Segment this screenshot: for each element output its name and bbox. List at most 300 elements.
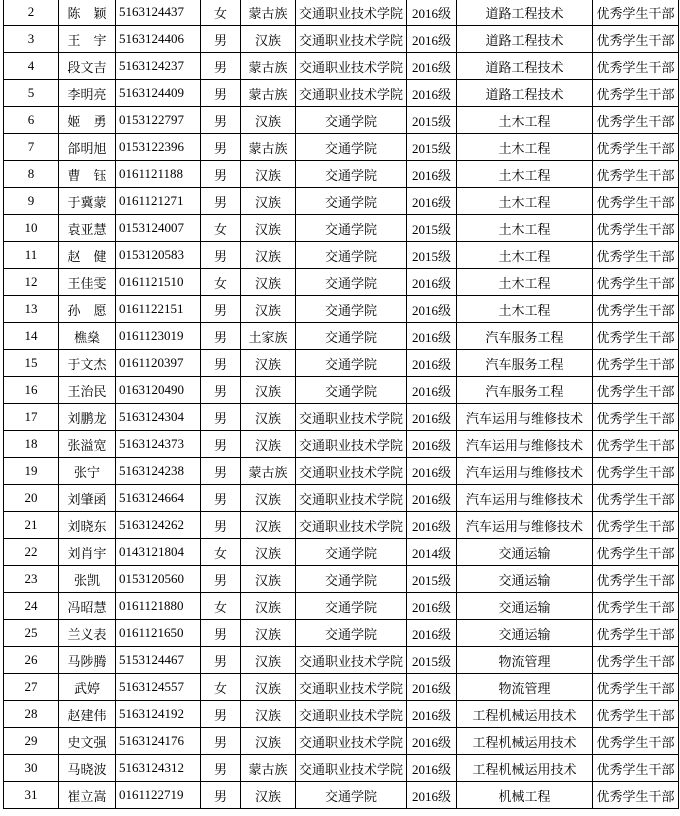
cell-student-id: 0161121188 bbox=[116, 161, 201, 188]
cell-award: 优秀学生干部 bbox=[593, 80, 679, 107]
cell-student-id: 0161122719 bbox=[116, 782, 201, 809]
cell-ethnicity: 汉族 bbox=[241, 377, 296, 404]
cell-row-number: 29 bbox=[4, 728, 59, 755]
cell-major: 交通运输 bbox=[457, 620, 593, 647]
cell-ethnicity: 汉族 bbox=[241, 269, 296, 296]
cell-gender: 男 bbox=[201, 566, 241, 593]
table-row bbox=[4, 269, 679, 296]
cell-student-name: 史文强 bbox=[59, 728, 116, 755]
cell-student-id: 0161121880 bbox=[116, 593, 201, 620]
cell-ethnicity: 汉族 bbox=[241, 782, 296, 809]
table-row bbox=[4, 323, 679, 350]
cell-grade: 2016级 bbox=[407, 161, 457, 188]
cell-gender: 女 bbox=[201, 539, 241, 566]
cell-gender: 男 bbox=[201, 404, 241, 431]
cell-major: 物流管理 bbox=[457, 647, 593, 674]
cell-ethnicity: 汉族 bbox=[241, 107, 296, 134]
table-row bbox=[4, 350, 679, 377]
cell-college: 交通职业技术学院 bbox=[296, 701, 407, 728]
cell-student-id: 5163124406 bbox=[116, 26, 201, 53]
cell-award: 优秀学生干部 bbox=[593, 620, 679, 647]
cell-gender: 男 bbox=[201, 188, 241, 215]
cell-college: 交通职业技术学院 bbox=[296, 53, 407, 80]
cell-student-name: 郃明旭 bbox=[59, 134, 116, 161]
cell-student-name: 王治民 bbox=[59, 377, 116, 404]
cell-student-name: 崔立嵩 bbox=[59, 782, 116, 809]
cell-award: 优秀学生干部 bbox=[593, 404, 679, 431]
cell-major: 工程机械运用技术 bbox=[457, 755, 593, 782]
cell-award: 优秀学生干部 bbox=[593, 269, 679, 296]
cell-grade: 2016级 bbox=[407, 593, 457, 620]
cell-row-number: 5 bbox=[4, 80, 59, 107]
cell-student-name: 张宁 bbox=[59, 458, 116, 485]
cell-student-id: 0143121804 bbox=[116, 539, 201, 566]
cell-gender: 女 bbox=[201, 0, 241, 26]
cell-ethnicity: 汉族 bbox=[241, 539, 296, 566]
cell-gender: 男 bbox=[201, 134, 241, 161]
cell-major: 汽车服务工程 bbox=[457, 323, 593, 350]
cell-college: 交通学院 bbox=[296, 107, 407, 134]
cell-college: 交通职业技术学院 bbox=[296, 512, 407, 539]
cell-college: 交通职业技术学院 bbox=[296, 26, 407, 53]
cell-award: 优秀学生干部 bbox=[593, 674, 679, 701]
cell-student-name: 张凯 bbox=[59, 566, 116, 593]
cell-major: 交通运输 bbox=[457, 539, 593, 566]
cell-major: 土木工程 bbox=[457, 161, 593, 188]
table-row bbox=[4, 593, 679, 620]
cell-ethnicity: 蒙古族 bbox=[241, 458, 296, 485]
cell-major: 汽车运用与维修技术 bbox=[457, 458, 593, 485]
cell-ethnicity: 汉族 bbox=[241, 404, 296, 431]
table-row bbox=[4, 728, 679, 755]
cell-major: 物流管理 bbox=[457, 674, 593, 701]
cell-award: 优秀学生干部 bbox=[593, 485, 679, 512]
cell-row-number: 13 bbox=[4, 296, 59, 323]
cell-ethnicity: 汉族 bbox=[241, 431, 296, 458]
cell-grade: 2016级 bbox=[407, 377, 457, 404]
cell-ethnicity: 汉族 bbox=[241, 593, 296, 620]
table-row bbox=[4, 431, 679, 458]
cell-student-name: 刘肇函 bbox=[59, 485, 116, 512]
cell-award: 优秀学生干部 bbox=[593, 566, 679, 593]
table-row bbox=[4, 701, 679, 728]
cell-award: 优秀学生干部 bbox=[593, 539, 679, 566]
cell-major: 机械工程 bbox=[457, 782, 593, 809]
cell-student-id: 0161120397 bbox=[116, 350, 201, 377]
cell-gender: 男 bbox=[201, 782, 241, 809]
cell-major: 道路工程技术 bbox=[457, 0, 593, 26]
cell-row-number: 19 bbox=[4, 458, 59, 485]
cell-student-name: 于文杰 bbox=[59, 350, 116, 377]
cell-grade: 2016级 bbox=[407, 53, 457, 80]
cell-ethnicity: 汉族 bbox=[241, 728, 296, 755]
cell-student-id: 0161123019 bbox=[116, 323, 201, 350]
cell-gender: 男 bbox=[201, 701, 241, 728]
cell-college: 交通职业技术学院 bbox=[296, 0, 407, 26]
cell-grade: 2015级 bbox=[407, 566, 457, 593]
cell-row-number: 7 bbox=[4, 134, 59, 161]
cell-college: 交通职业技术学院 bbox=[296, 404, 407, 431]
cell-student-name: 马陟腾 bbox=[59, 647, 116, 674]
cell-major: 土木工程 bbox=[457, 107, 593, 134]
cell-ethnicity: 蒙古族 bbox=[241, 755, 296, 782]
cell-major: 交通运输 bbox=[457, 593, 593, 620]
cell-award: 优秀学生干部 bbox=[593, 188, 679, 215]
cell-college: 交通学院 bbox=[296, 377, 407, 404]
cell-ethnicity: 汉族 bbox=[241, 296, 296, 323]
cell-row-number: 30 bbox=[4, 755, 59, 782]
cell-gender: 男 bbox=[201, 647, 241, 674]
cell-grade: 2015级 bbox=[407, 242, 457, 269]
cell-student-name: 姬 勇 bbox=[59, 107, 116, 134]
cell-ethnicity: 汉族 bbox=[241, 26, 296, 53]
cell-college: 交通职业技术学院 bbox=[296, 431, 407, 458]
cell-gender: 男 bbox=[201, 107, 241, 134]
cell-row-number: 3 bbox=[4, 26, 59, 53]
cell-grade: 2016级 bbox=[407, 80, 457, 107]
table-row bbox=[4, 620, 679, 647]
cell-row-number: 21 bbox=[4, 512, 59, 539]
cell-row-number: 4 bbox=[4, 53, 59, 80]
cell-major: 汽车运用与维修技术 bbox=[457, 404, 593, 431]
table-row bbox=[4, 53, 679, 80]
table-row bbox=[4, 215, 679, 242]
cell-grade: 2016级 bbox=[407, 296, 457, 323]
cell-gender: 女 bbox=[201, 269, 241, 296]
cell-major: 土木工程 bbox=[457, 242, 593, 269]
cell-college: 交通学院 bbox=[296, 782, 407, 809]
cell-row-number: 20 bbox=[4, 485, 59, 512]
cell-grade: 2016级 bbox=[407, 620, 457, 647]
cell-college: 交通学院 bbox=[296, 242, 407, 269]
cell-student-id: 5163124664 bbox=[116, 485, 201, 512]
cell-ethnicity: 汉族 bbox=[241, 350, 296, 377]
cell-row-number: 16 bbox=[4, 377, 59, 404]
cell-gender: 男 bbox=[201, 485, 241, 512]
cell-award: 优秀学生干部 bbox=[593, 701, 679, 728]
cell-grade: 2016级 bbox=[407, 782, 457, 809]
cell-row-number: 8 bbox=[4, 161, 59, 188]
cell-student-id: 5163124262 bbox=[116, 512, 201, 539]
cell-major: 土木工程 bbox=[457, 134, 593, 161]
cell-college: 交通学院 bbox=[296, 161, 407, 188]
cell-ethnicity: 汉族 bbox=[241, 512, 296, 539]
cell-row-number: 14 bbox=[4, 323, 59, 350]
cell-major: 汽车运用与维修技术 bbox=[457, 485, 593, 512]
cell-award: 优秀学生干部 bbox=[593, 323, 679, 350]
cell-gender: 男 bbox=[201, 323, 241, 350]
cell-major: 汽车服务工程 bbox=[457, 377, 593, 404]
cell-row-number: 11 bbox=[4, 242, 59, 269]
table-row bbox=[4, 404, 679, 431]
cell-grade: 2016级 bbox=[407, 269, 457, 296]
cell-award: 优秀学生干部 bbox=[593, 377, 679, 404]
cell-college: 交通职业技术学院 bbox=[296, 755, 407, 782]
cell-college: 交通学院 bbox=[296, 323, 407, 350]
cell-award: 优秀学生干部 bbox=[593, 107, 679, 134]
cell-student-id: 5163124373 bbox=[116, 431, 201, 458]
cell-ethnicity: 土家族 bbox=[241, 323, 296, 350]
cell-award: 优秀学生干部 bbox=[593, 782, 679, 809]
cell-major: 土木工程 bbox=[457, 188, 593, 215]
cell-student-name: 樵燊 bbox=[59, 323, 116, 350]
cell-grade: 2015级 bbox=[407, 107, 457, 134]
cell-student-id: 0161122151 bbox=[116, 296, 201, 323]
cell-row-number: 10 bbox=[4, 215, 59, 242]
cell-grade: 2016级 bbox=[407, 485, 457, 512]
cell-student-name: 刘肖宇 bbox=[59, 539, 116, 566]
cell-college: 交通职业技术学院 bbox=[296, 728, 407, 755]
cell-row-number: 26 bbox=[4, 647, 59, 674]
cell-ethnicity: 汉族 bbox=[241, 701, 296, 728]
cell-major: 道路工程技术 bbox=[457, 80, 593, 107]
cell-award: 优秀学生干部 bbox=[593, 431, 679, 458]
table-row bbox=[4, 512, 679, 539]
cell-ethnicity: 汉族 bbox=[241, 485, 296, 512]
cell-college: 交通职业技术学院 bbox=[296, 647, 407, 674]
cell-student-name: 袁亚慧 bbox=[59, 215, 116, 242]
cell-grade: 2016级 bbox=[407, 431, 457, 458]
cell-gender: 男 bbox=[201, 26, 241, 53]
cell-row-number: 28 bbox=[4, 701, 59, 728]
cell-student-name: 孙 愿 bbox=[59, 296, 116, 323]
cell-major: 道路工程技术 bbox=[457, 26, 593, 53]
cell-row-number: 23 bbox=[4, 566, 59, 593]
table-row bbox=[4, 188, 679, 215]
cell-gender: 男 bbox=[201, 728, 241, 755]
cell-student-name: 马晓波 bbox=[59, 755, 116, 782]
cell-college: 交通学院 bbox=[296, 215, 407, 242]
cell-student-name: 王佳雯 bbox=[59, 269, 116, 296]
cell-college: 交通学院 bbox=[296, 593, 407, 620]
cell-ethnicity: 蒙古族 bbox=[241, 134, 296, 161]
cell-student-id: 5163124437 bbox=[116, 0, 201, 26]
cell-award: 优秀学生干部 bbox=[593, 134, 679, 161]
cell-ethnicity: 汉族 bbox=[241, 242, 296, 269]
cell-major: 汽车运用与维修技术 bbox=[457, 431, 593, 458]
cell-student-id: 5163124304 bbox=[116, 404, 201, 431]
cell-major: 道路工程技术 bbox=[457, 53, 593, 80]
cell-award: 优秀学生干部 bbox=[593, 0, 679, 26]
cell-grade: 2016级 bbox=[407, 323, 457, 350]
cell-gender: 男 bbox=[201, 458, 241, 485]
cell-award: 优秀学生干部 bbox=[593, 458, 679, 485]
cell-grade: 2016级 bbox=[407, 26, 457, 53]
cell-gender: 男 bbox=[201, 296, 241, 323]
cell-student-name: 李明亮 bbox=[59, 80, 116, 107]
cell-grade: 2016级 bbox=[407, 755, 457, 782]
cell-major: 土木工程 bbox=[457, 215, 593, 242]
cell-student-id: 5163124176 bbox=[116, 728, 201, 755]
cell-college: 交通学院 bbox=[296, 350, 407, 377]
cell-student-name: 刘晓东 bbox=[59, 512, 116, 539]
cell-gender: 男 bbox=[201, 53, 241, 80]
table-row bbox=[4, 134, 679, 161]
cell-award: 优秀学生干部 bbox=[593, 593, 679, 620]
cell-student-name: 张溢宽 bbox=[59, 431, 116, 458]
cell-grade: 2016级 bbox=[407, 458, 457, 485]
cell-award: 优秀学生干部 bbox=[593, 728, 679, 755]
cell-ethnicity: 汉族 bbox=[241, 215, 296, 242]
cell-student-name: 曹 钰 bbox=[59, 161, 116, 188]
cell-student-id: 5163124409 bbox=[116, 80, 201, 107]
cell-award: 优秀学生干部 bbox=[593, 161, 679, 188]
cell-student-id: 5163124192 bbox=[116, 701, 201, 728]
table-row bbox=[4, 539, 679, 566]
cell-college: 交通职业技术学院 bbox=[296, 458, 407, 485]
cell-college: 交通职业技术学院 bbox=[296, 80, 407, 107]
cell-row-number: 6 bbox=[4, 107, 59, 134]
cell-ethnicity: 汉族 bbox=[241, 188, 296, 215]
cell-student-name: 兰义表 bbox=[59, 620, 116, 647]
cell-student-id: 0153122797 bbox=[116, 107, 201, 134]
cell-gender: 男 bbox=[201, 350, 241, 377]
cell-ethnicity: 蒙古族 bbox=[241, 53, 296, 80]
cell-grade: 2016级 bbox=[407, 728, 457, 755]
cell-major: 交通运输 bbox=[457, 566, 593, 593]
cell-student-id: 0153120560 bbox=[116, 566, 201, 593]
cell-college: 交通学院 bbox=[296, 134, 407, 161]
table-row bbox=[4, 485, 679, 512]
cell-award: 优秀学生干部 bbox=[593, 647, 679, 674]
cell-gender: 女 bbox=[201, 593, 241, 620]
cell-ethnicity: 蒙古族 bbox=[241, 80, 296, 107]
cell-row-number: 31 bbox=[4, 782, 59, 809]
cell-gender: 女 bbox=[201, 674, 241, 701]
table-row bbox=[4, 566, 679, 593]
cell-ethnicity: 汉族 bbox=[241, 620, 296, 647]
cell-award: 优秀学生干部 bbox=[593, 296, 679, 323]
cell-grade: 2015级 bbox=[407, 215, 457, 242]
cell-student-id: 5163124238 bbox=[116, 458, 201, 485]
cell-major: 汽车服务工程 bbox=[457, 350, 593, 377]
cell-row-number: 27 bbox=[4, 674, 59, 701]
cell-gender: 男 bbox=[201, 512, 241, 539]
cell-college: 交通学院 bbox=[296, 296, 407, 323]
cell-student-name: 冯昭慧 bbox=[59, 593, 116, 620]
cell-ethnicity: 汉族 bbox=[241, 566, 296, 593]
cell-student-id: 5163124312 bbox=[116, 755, 201, 782]
cell-grade: 2016级 bbox=[407, 404, 457, 431]
cell-gender: 男 bbox=[201, 242, 241, 269]
cell-student-name: 段文吉 bbox=[59, 53, 116, 80]
cell-grade: 2015级 bbox=[407, 134, 457, 161]
cell-major: 工程机械运用技术 bbox=[457, 701, 593, 728]
cell-college: 交通学院 bbox=[296, 566, 407, 593]
cell-grade: 2016级 bbox=[407, 0, 457, 26]
table-row bbox=[4, 458, 679, 485]
table-row bbox=[4, 782, 679, 809]
table-row bbox=[4, 755, 679, 782]
cell-ethnicity: 汉族 bbox=[241, 647, 296, 674]
award-roster-table bbox=[3, 0, 679, 809]
cell-grade: 2016级 bbox=[407, 512, 457, 539]
cell-award: 优秀学生干部 bbox=[593, 53, 679, 80]
cell-student-name: 武婷 bbox=[59, 674, 116, 701]
cell-row-number: 25 bbox=[4, 620, 59, 647]
table-row bbox=[4, 107, 679, 134]
table-row bbox=[4, 242, 679, 269]
cell-major: 汽车运用与维修技术 bbox=[457, 512, 593, 539]
cell-gender: 男 bbox=[201, 755, 241, 782]
cell-college: 交通职业技术学院 bbox=[296, 485, 407, 512]
cell-student-name: 赵建伟 bbox=[59, 701, 116, 728]
cell-gender: 男 bbox=[201, 620, 241, 647]
cell-gender: 男 bbox=[201, 377, 241, 404]
table-row bbox=[4, 647, 679, 674]
cell-college: 交通学院 bbox=[296, 269, 407, 296]
cell-gender: 男 bbox=[201, 161, 241, 188]
cell-grade: 2016级 bbox=[407, 188, 457, 215]
cell-student-id: 0161121650 bbox=[116, 620, 201, 647]
cell-row-number: 9 bbox=[4, 188, 59, 215]
cell-major: 工程机械运用技术 bbox=[457, 728, 593, 755]
cell-row-number: 12 bbox=[4, 269, 59, 296]
cell-row-number: 22 bbox=[4, 539, 59, 566]
cell-student-id: 0153122396 bbox=[116, 134, 201, 161]
cell-award: 优秀学生干部 bbox=[593, 512, 679, 539]
cell-student-name: 陈 颖 bbox=[59, 0, 116, 26]
table-row bbox=[4, 80, 679, 107]
cell-award: 优秀学生干部 bbox=[593, 215, 679, 242]
cell-college: 交通学院 bbox=[296, 188, 407, 215]
cell-row-number: 18 bbox=[4, 431, 59, 458]
cell-student-id: 5163124557 bbox=[116, 674, 201, 701]
table-row bbox=[4, 161, 679, 188]
cell-student-name: 王 宇 bbox=[59, 26, 116, 53]
cell-grade: 2015级 bbox=[407, 647, 457, 674]
cell-college: 交通学院 bbox=[296, 539, 407, 566]
cell-row-number: 24 bbox=[4, 593, 59, 620]
cell-college: 交通职业技术学院 bbox=[296, 674, 407, 701]
cell-major: 土木工程 bbox=[457, 269, 593, 296]
cell-student-id: 0161121510 bbox=[116, 269, 201, 296]
cell-award: 优秀学生干部 bbox=[593, 26, 679, 53]
cell-award: 优秀学生干部 bbox=[593, 350, 679, 377]
cell-gender: 男 bbox=[201, 80, 241, 107]
cell-student-id: 0163120490 bbox=[116, 377, 201, 404]
cell-grade: 2016级 bbox=[407, 350, 457, 377]
cell-ethnicity: 汉族 bbox=[241, 161, 296, 188]
cell-student-name: 赵 健 bbox=[59, 242, 116, 269]
table-row bbox=[4, 674, 679, 701]
cell-ethnicity: 汉族 bbox=[241, 674, 296, 701]
roster-body bbox=[4, 0, 679, 809]
cell-major: 土木工程 bbox=[457, 296, 593, 323]
cell-grade: 2014级 bbox=[407, 539, 457, 566]
cell-row-number: 15 bbox=[4, 350, 59, 377]
table-row bbox=[4, 296, 679, 323]
cell-college: 交通学院 bbox=[296, 620, 407, 647]
cell-student-id: 0161121271 bbox=[116, 188, 201, 215]
cell-award: 优秀学生干部 bbox=[593, 755, 679, 782]
cell-student-id: 5153124467 bbox=[116, 647, 201, 674]
cell-row-number: 2 bbox=[4, 0, 59, 26]
cell-student-name: 刘鹏龙 bbox=[59, 404, 116, 431]
cell-grade: 2016级 bbox=[407, 674, 457, 701]
cell-ethnicity: 蒙古族 bbox=[241, 0, 296, 26]
table-row bbox=[4, 0, 679, 26]
table-row bbox=[4, 377, 679, 404]
cell-gender: 男 bbox=[201, 431, 241, 458]
cell-gender: 女 bbox=[201, 215, 241, 242]
cell-grade: 2016级 bbox=[407, 701, 457, 728]
cell-award: 优秀学生干部 bbox=[593, 242, 679, 269]
cell-student-id: 5163124237 bbox=[116, 53, 201, 80]
cell-student-id: 0153124007 bbox=[116, 215, 201, 242]
table-row bbox=[4, 26, 679, 53]
cell-student-id: 0153120583 bbox=[116, 242, 201, 269]
